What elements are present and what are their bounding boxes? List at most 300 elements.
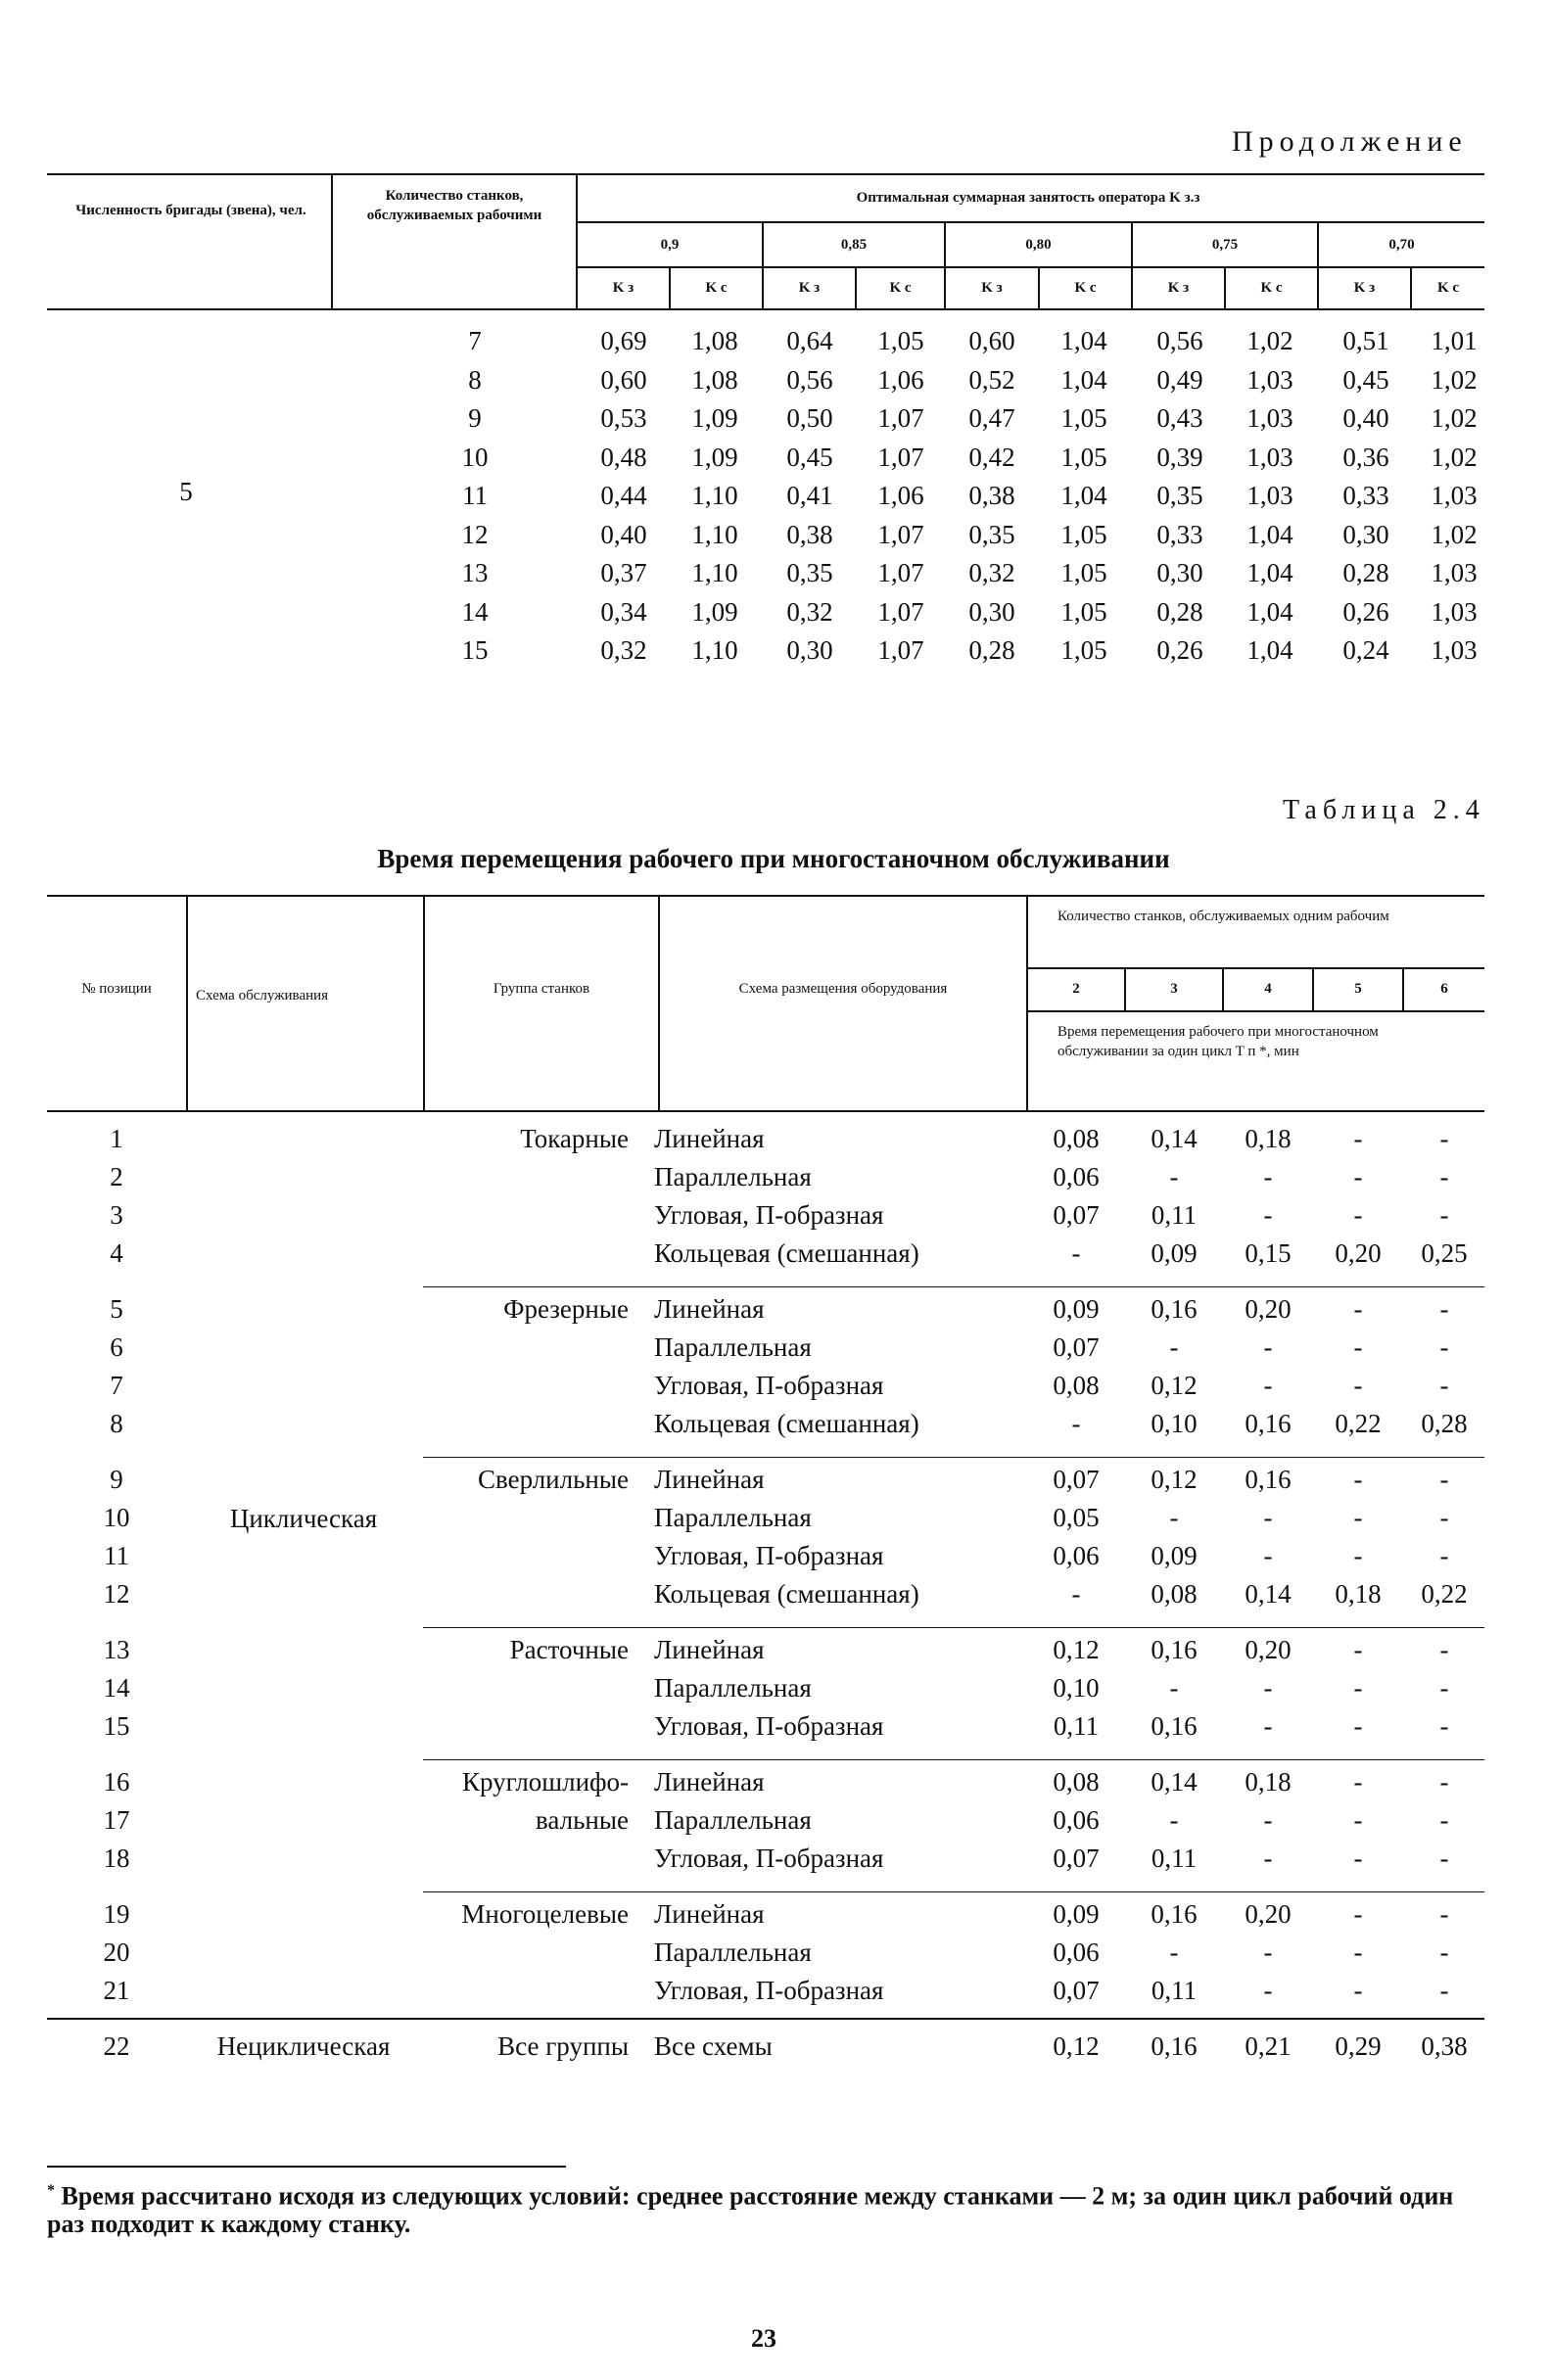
group-separator (423, 1457, 1484, 1458)
time-value: - (1439, 1162, 1449, 1191)
time-value: 0,25 (1421, 1238, 1468, 1268)
time-value: - (1439, 1767, 1449, 1797)
t1-kc-2: K c (889, 280, 912, 296)
time-value: - (1353, 1673, 1363, 1703)
time-value: 0,28 (1421, 1409, 1468, 1438)
t1-value-cell: 1,09 (691, 596, 738, 627)
time-value: - (1439, 1503, 1449, 1532)
time-value: - (1263, 1711, 1273, 1741)
time-value: - (1263, 1937, 1273, 1967)
t1-value-cell: 1,06 (877, 364, 924, 395)
time-value: 0,07 (1053, 1332, 1100, 1362)
t1-value-cell: 0,56 (1156, 326, 1203, 355)
time-value: 0,16 (1151, 1294, 1198, 1324)
t1-level-4: 0,75 (1211, 237, 1239, 253)
t1-value-cell: 0,42 (968, 442, 1015, 472)
position-number: 3 (110, 1200, 123, 1230)
time-value: 0,12 (1053, 2031, 1100, 2061)
time-value: - (1439, 1371, 1449, 1400)
footnote-mark: * (47, 2182, 55, 2199)
group-name: Круглошлифо- (461, 1767, 629, 1797)
t1-brigade-value: 5 (179, 477, 193, 506)
time-value: 0,20 (1245, 1899, 1292, 1929)
group-name: Все группы (497, 2031, 629, 2061)
t1-header-brigade (59, 201, 323, 220)
layout-scheme: Угловая, П-образная (654, 1541, 884, 1570)
time-value: 0,06 (1053, 1162, 1100, 1191)
t1-value-cell: 0,28 (1342, 558, 1389, 587)
t1-header-brigade-text: Численность бригады (звена), чел. (75, 203, 306, 218)
time-value: 0,07 (1053, 1976, 1100, 2005)
t1-kc-1: K c (705, 280, 728, 296)
t1-value-cell: 0,45 (786, 442, 833, 472)
t1-value-cell: 1,03 (1431, 481, 1478, 510)
t1-machines-count: 7 (468, 326, 482, 355)
time-value: 0,14 (1245, 1579, 1292, 1609)
t1-value-cell: 1,09 (691, 403, 738, 433)
t1-value-cell: 1,08 (691, 364, 738, 395)
time-value: - (1439, 1200, 1449, 1230)
t1-value-cell: 0,35 (968, 519, 1015, 549)
group-name: Фрезерные (503, 1294, 629, 1324)
t1-value-cell: 0,52 (968, 364, 1015, 395)
time-value: 0,14 (1151, 1767, 1198, 1797)
time-value: - (1169, 1805, 1179, 1835)
time-value: 0,38 (1421, 2031, 1468, 2061)
t1-value-cell: 1,03 (1246, 403, 1293, 433)
t1-value-cell: 1,05 (1060, 519, 1107, 549)
t1-value-cell: 1,02 (1246, 326, 1293, 355)
time-value: 0,07 (1053, 1200, 1100, 1230)
group-name: Расточные (509, 1635, 629, 1664)
time-value: 0,08 (1053, 1124, 1100, 1153)
position-number: 11 (104, 1541, 129, 1570)
time-value: 0,09 (1151, 1541, 1198, 1570)
continuation-label: Продолжение (1232, 125, 1468, 158)
time-value: 0,09 (1053, 1899, 1100, 1929)
time-value: - (1071, 1238, 1081, 1268)
group-name: Токарные (520, 1124, 629, 1153)
t1-value-cell: 0,30 (968, 596, 1015, 627)
time-value: - (1353, 1937, 1363, 1967)
t1-value-cell: 1,04 (1246, 635, 1293, 665)
layout-scheme: Параллельная (654, 1673, 812, 1703)
t1-value-cell: 1,01 (1431, 326, 1478, 355)
footnote (47, 2177, 1486, 2238)
t2-count-6: 6 (1440, 981, 1448, 997)
position-number: 16 (103, 1767, 130, 1797)
t1-header-machines-text: Количество станков, обслуживаемых рабочими (366, 188, 542, 223)
time-value: 0,06 (1053, 1541, 1100, 1570)
time-value: 0,10 (1053, 1673, 1100, 1703)
time-value: 0,14 (1151, 1124, 1198, 1153)
time-value: 0,15 (1245, 1238, 1292, 1268)
time-value: - (1439, 1124, 1449, 1153)
time-value: - (1353, 1124, 1363, 1153)
layout-scheme: Кольцевая (смешанная) (654, 1238, 919, 1268)
time-value: - (1439, 1843, 1449, 1873)
time-value: - (1169, 1162, 1179, 1191)
t1-value-cell: 1,09 (691, 442, 738, 472)
layout-scheme: Угловая, П-образная (654, 1711, 884, 1741)
t1-value-cell: 0,40 (1342, 403, 1389, 433)
t1-value-cell: 0,64 (786, 326, 833, 355)
time-value: - (1353, 1465, 1363, 1494)
time-value: - (1353, 1371, 1363, 1400)
t1-machines-count: 14 (461, 596, 489, 627)
t1-kc-3: K c (1074, 280, 1097, 296)
time-value: 0,10 (1151, 1409, 1198, 1438)
t1-value-cell: 1,08 (691, 326, 738, 355)
group-separator (423, 1627, 1484, 1628)
time-value: - (1439, 1899, 1449, 1929)
time-value: - (1263, 1541, 1273, 1570)
t1-value-cell: 1,05 (1060, 635, 1107, 665)
t1-value-cell: 1,02 (1431, 403, 1478, 433)
time-value: - (1263, 1673, 1273, 1703)
t1-value-cell: 1,06 (877, 481, 924, 510)
time-value: - (1353, 1976, 1363, 2005)
t1-value-cell: 0,40 (600, 519, 647, 549)
t1-value-cell: 0,28 (1156, 596, 1203, 627)
t1-value-cell: 0,37 (600, 558, 647, 587)
time-value: 0,22 (1335, 1409, 1382, 1438)
t2-header-scheme: Схема обслуживания (196, 988, 329, 1003)
t2-header-layout: Схема размещения оборудования (738, 981, 948, 997)
time-value: 0,07 (1053, 1843, 1100, 1873)
page-number: 23 (751, 2324, 776, 2353)
t1-value-cell: 0,43 (1156, 403, 1203, 433)
position-number: 1 (110, 1124, 123, 1153)
time-value: 0,08 (1053, 1371, 1100, 1400)
position-number: 8 (110, 1409, 123, 1438)
t1-machines-count: 10 (461, 442, 489, 472)
time-value: - (1439, 1541, 1449, 1570)
t1-machines-count: 8 (468, 364, 482, 395)
layout-scheme: Параллельная (654, 1162, 812, 1191)
t1-value-cell: 0,47 (968, 403, 1015, 433)
time-value: - (1263, 1371, 1273, 1400)
position-number: 15 (103, 1711, 130, 1741)
t1-value-cell: 0,44 (600, 481, 647, 510)
time-value: 0,08 (1053, 1767, 1100, 1797)
table-label: Таблица 2.4 (1283, 795, 1485, 825)
t1-value-cell: 0,60 (968, 326, 1015, 355)
time-value: - (1353, 1200, 1363, 1230)
t1-value-cell: 1,03 (1246, 442, 1293, 472)
time-value: 0,12 (1053, 1635, 1100, 1664)
layout-scheme: Линейная (654, 1899, 765, 1929)
t1-value-cell: 1,07 (877, 442, 924, 472)
group-separator (423, 1759, 1484, 1760)
t1-kz-1: K з (612, 280, 634, 296)
t1-value-cell: 1,07 (877, 558, 924, 587)
t1-value-cell: 0,30 (1156, 558, 1203, 587)
time-value: - (1353, 1899, 1363, 1929)
time-value: - (1263, 1843, 1273, 1873)
layout-scheme: Угловая, П-образная (654, 1843, 884, 1873)
t1-value-cell: 0,26 (1156, 635, 1203, 665)
t1-value-cell: 1,03 (1246, 364, 1293, 395)
position-number: 19 (103, 1899, 130, 1929)
t1-value-cell: 1,07 (877, 596, 924, 627)
time-value: 0,09 (1053, 1294, 1100, 1324)
time-value: 0,20 (1245, 1635, 1292, 1664)
layout-scheme: Кольцевая (смешанная) (654, 1579, 919, 1609)
position-number: 10 (103, 1503, 130, 1532)
t1-value-cell: 1,04 (1246, 558, 1293, 587)
t2-count-4: 4 (1264, 981, 1272, 997)
time-value: - (1353, 1635, 1363, 1664)
t1-value-cell: 1,04 (1060, 326, 1107, 355)
layout-scheme: Параллельная (654, 1332, 812, 1362)
t1-value-cell: 1,04 (1060, 364, 1107, 395)
t1-value-cell: 0,35 (1156, 481, 1203, 510)
t1-value-cell: 0,39 (1156, 442, 1203, 472)
t1-value-cell: 0,45 (1342, 364, 1389, 395)
t2-scheme-cyclic: Циклическая (229, 1504, 378, 1533)
time-value: - (1263, 1805, 1273, 1835)
time-value: 0,22 (1421, 1579, 1468, 1609)
time-value: - (1439, 1805, 1449, 1835)
group-separator (423, 1891, 1484, 1892)
time-value: 0,11 (1151, 1200, 1198, 1230)
t1-value-cell: 0,69 (600, 326, 647, 355)
t1-value-cell: 0,38 (968, 481, 1015, 510)
time-value: 0,09 (1151, 1238, 1198, 1268)
t1-value-cell: 1,05 (1060, 442, 1107, 472)
time-value: - (1169, 1332, 1179, 1362)
time-value: - (1071, 1579, 1081, 1609)
group-name: вальные (536, 1805, 629, 1835)
t1-value-cell: 0,32 (600, 635, 647, 665)
layout-scheme: Линейная (654, 1124, 765, 1153)
t2-header-group: Группа станков (493, 981, 590, 997)
t1-value-cell: 0,30 (1342, 519, 1389, 549)
t1-value-cell: 1,03 (1431, 635, 1478, 665)
t1-value-cell: 0,50 (786, 403, 833, 433)
t2-header-time: Время перемещения рабочего при многостаночном обслуживании за один цикл T п *, мин (1058, 1024, 1379, 1059)
t1-value-cell: 1,04 (1246, 596, 1293, 627)
time-value: 0,18 (1335, 1579, 1382, 1609)
footnote-text: Время рассчитано исходя из следующих условий: среднее расстояние между станками — 2 м; за один цикл рабочий один раз подходит к каждому станку. (47, 2181, 1454, 2238)
time-value: - (1439, 1294, 1449, 1324)
time-value: 0,21 (1245, 2031, 1292, 2061)
time-value: 0,16 (1151, 1899, 1198, 1929)
t1-level-3: 0,80 (1025, 237, 1052, 253)
time-value: 0,16 (1151, 1635, 1198, 1664)
time-value: - (1353, 1332, 1363, 1362)
t1-machines-count: 12 (461, 519, 489, 549)
t1-value-cell: 0,51 (1342, 326, 1389, 355)
time-value: - (1439, 1711, 1449, 1741)
position-number: 12 (103, 1579, 130, 1609)
t1-value-cell: 0,60 (600, 364, 647, 395)
t1-value-cell: 0,38 (786, 519, 833, 549)
layout-scheme: Кольцевая (смешанная) (654, 1409, 919, 1438)
layout-scheme: Угловая, П-образная (654, 1976, 884, 2005)
layout-scheme: Линейная (654, 1767, 765, 1797)
t1-value-cell: 0,36 (1342, 442, 1389, 472)
t1-value-cell: 0,32 (968, 558, 1015, 587)
t2-header-count: Количество станков, обслуживаемых одним рабочим (1058, 909, 1389, 924)
time-value: - (1263, 1503, 1273, 1532)
time-value: - (1169, 1503, 1179, 1532)
t1-value-cell: 1,07 (877, 519, 924, 549)
time-value: 0,06 (1053, 1805, 1100, 1835)
t1-value-cell: 0,53 (600, 403, 647, 433)
position-number: 9 (110, 1465, 123, 1494)
time-value: 0,16 (1245, 1465, 1292, 1494)
t1-value-cell: 0,30 (786, 635, 833, 665)
t1-value-cell: 1,10 (691, 558, 738, 587)
time-value: 0,20 (1335, 1238, 1382, 1268)
layout-scheme: Линейная (654, 1294, 765, 1324)
t1-value-cell: 1,03 (1246, 481, 1293, 510)
t1-value-cell: 0,49 (1156, 364, 1203, 395)
t1-kc-5: K c (1436, 280, 1460, 296)
t1-value-cell: 0,33 (1156, 519, 1203, 549)
time-value: 0,05 (1053, 1503, 1100, 1532)
layout-scheme: Угловая, П-образная (654, 1200, 884, 1230)
t1-machines-count: 11 (462, 481, 488, 510)
t1-header-optimal: Оптимальная суммарная занятость оператора K з.з (856, 190, 1200, 206)
position-number: 22 (103, 2031, 130, 2061)
time-value: - (1439, 1635, 1449, 1664)
time-value: 0,08 (1151, 1579, 1198, 1609)
t1-value-cell: 1,10 (691, 519, 738, 549)
layout-scheme: Угловая, П-образная (654, 1371, 884, 1400)
time-value: 0,11 (1151, 1976, 1198, 2005)
time-value: - (1439, 1465, 1449, 1494)
t1-machines-count: 15 (461, 635, 489, 665)
t1-value-cell: 1,02 (1431, 442, 1478, 472)
position-number: 7 (110, 1371, 123, 1400)
t1-value-cell: 0,48 (600, 442, 647, 472)
layout-scheme: Линейная (654, 1465, 765, 1494)
time-value: - (1353, 1711, 1363, 1741)
time-value: - (1353, 1767, 1363, 1797)
last-row-separator (47, 2018, 1484, 2020)
time-value: 0,18 (1245, 1124, 1292, 1153)
time-value: - (1071, 1409, 1081, 1438)
time-value: 0,07 (1053, 1465, 1100, 1494)
t1-value-cell: 0,56 (786, 364, 833, 395)
position-number: 14 (103, 1673, 130, 1703)
time-value: - (1353, 1805, 1363, 1835)
time-value: 0,18 (1245, 1767, 1292, 1797)
t1-level-1: 0,9 (660, 237, 680, 253)
time-value: - (1439, 1673, 1449, 1703)
position-number: 17 (103, 1805, 130, 1835)
time-value: - (1169, 1673, 1179, 1703)
t1-kz-3: K з (981, 280, 1003, 296)
t1-value-cell: 0,32 (786, 596, 833, 627)
time-value: - (1263, 1332, 1273, 1362)
t1-value-cell: 1,03 (1431, 596, 1478, 627)
t1-value-cell: 1,04 (1246, 519, 1293, 549)
t1-value-cell: 1,03 (1431, 558, 1478, 587)
time-value: 0,20 (1245, 1294, 1292, 1324)
t1-value-cell: 0,34 (600, 596, 647, 627)
t2-count-5: 5 (1354, 981, 1362, 997)
position-number: 13 (103, 1635, 130, 1664)
layout-scheme: Параллельная (654, 1805, 812, 1835)
layout-scheme: Все схемы (654, 2031, 773, 2061)
time-value: 0,11 (1151, 1843, 1198, 1873)
time-value: - (1169, 1937, 1179, 1967)
time-value: 0,12 (1151, 1465, 1198, 1494)
t1-value-cell: 0,41 (786, 481, 833, 510)
time-value: - (1353, 1541, 1363, 1570)
time-value: 0,06 (1053, 1937, 1100, 1967)
time-value: - (1353, 1843, 1363, 1873)
time-value: - (1439, 1332, 1449, 1362)
layout-scheme: Параллельная (654, 1503, 812, 1532)
t1-value-cell: 1,04 (1060, 481, 1107, 510)
time-value: 0,12 (1151, 1371, 1198, 1400)
time-value: - (1263, 1162, 1273, 1191)
t1-value-cell: 1,05 (1060, 596, 1107, 627)
position-number: 5 (110, 1294, 123, 1324)
t1-kz-2: K з (798, 280, 821, 296)
t1-machines-count: 13 (461, 558, 489, 587)
t1-value-cell: 0,35 (786, 558, 833, 587)
t2-count-2: 2 (1072, 981, 1080, 997)
time-value: - (1353, 1162, 1363, 1191)
table-title: Время перемещения рабочего при многостаночном обслуживании (377, 844, 1170, 873)
t1-kz-4: K з (1167, 280, 1190, 296)
group-name: Многоцелевые (461, 1899, 629, 1929)
t1-level-2: 0,85 (840, 237, 868, 253)
group-name: Сверлильные (477, 1465, 629, 1494)
t1-value-cell: 1,05 (1060, 558, 1107, 587)
time-value: - (1439, 1976, 1449, 2005)
footnote-rule (47, 2166, 566, 2168)
position-number: 2 (110, 1162, 123, 1191)
t1-kz-5: K з (1353, 280, 1376, 296)
time-value: - (1353, 1503, 1363, 1532)
t1-value-cell: 0,26 (1342, 596, 1389, 627)
position-number: 6 (110, 1332, 123, 1362)
t1-value-cell: 1,05 (1060, 403, 1107, 433)
position-number: 4 (110, 1238, 123, 1268)
t1-kc-4: K c (1260, 280, 1283, 296)
layout-scheme: Линейная (654, 1635, 765, 1664)
t1-level-5: 0,70 (1388, 237, 1415, 253)
time-value: 0,11 (1053, 1711, 1100, 1741)
t2-header-pos: № позиции (81, 981, 152, 997)
time-value: - (1439, 1937, 1449, 1967)
time-value: 0,16 (1151, 1711, 1198, 1741)
position-number: 18 (103, 1843, 130, 1873)
time-value: - (1263, 1200, 1273, 1230)
t1-value-cell: 1,07 (877, 635, 924, 665)
t1-header-machines (337, 186, 572, 225)
scheme-noncyclic: Нециклическая (216, 2031, 391, 2061)
t2-count-3: 3 (1170, 981, 1178, 997)
t1-value-cell: 1,02 (1431, 364, 1478, 395)
layout-scheme: Параллельная (654, 1937, 812, 1967)
position-number: 20 (103, 1937, 130, 1967)
t1-value-cell: 0,28 (968, 635, 1015, 665)
t1-value-cell: 1,10 (691, 481, 738, 510)
t1-value-cell: 0,24 (1342, 635, 1389, 665)
t1-value-cell: 1,10 (691, 635, 738, 665)
time-value: - (1263, 1976, 1273, 2005)
time-value: 0,29 (1335, 2031, 1382, 2061)
time-value: 0,16 (1151, 2031, 1198, 2061)
